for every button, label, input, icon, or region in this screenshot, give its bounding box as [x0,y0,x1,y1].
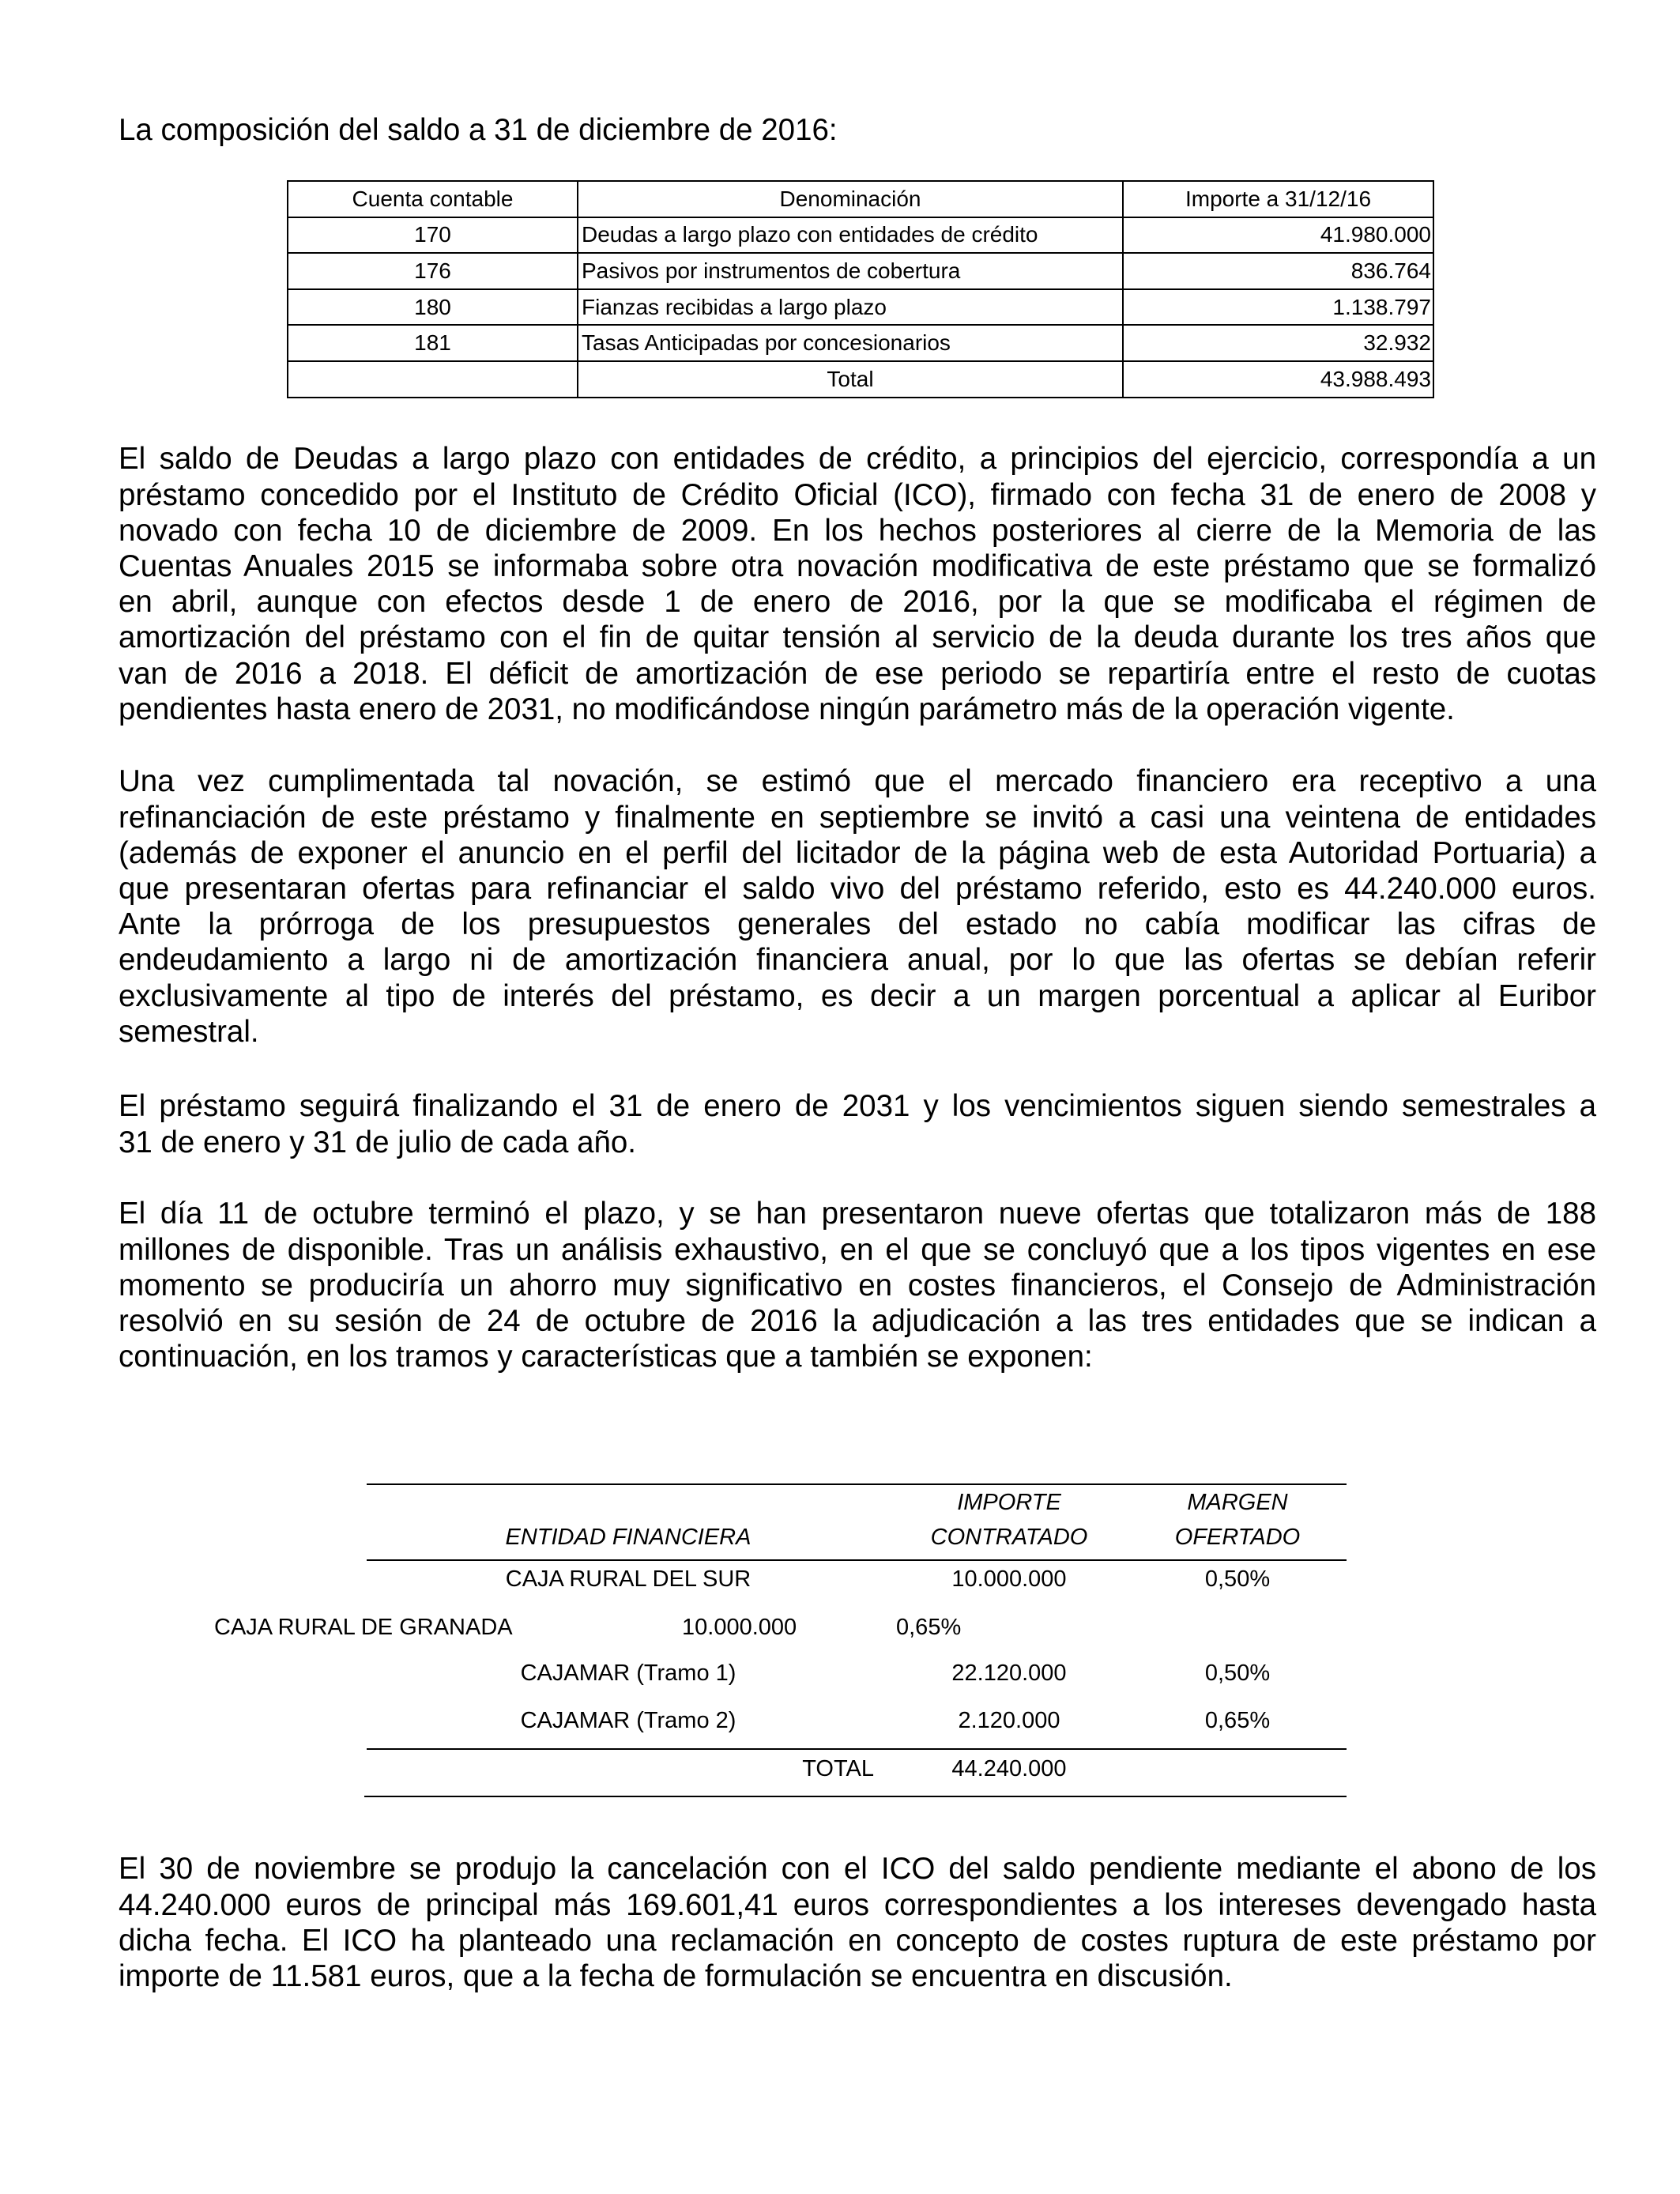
text-line: continuación, en los tramos y características que a también se exponen: [119,1340,1093,1374]
total-amount: 44.240.000 [951,1756,1067,1781]
text-line: resolvió en su sesión de 24 de octubre de 2016 la adjudicación a las tres entidades que se indican a [119,1303,1596,1338]
header-amount: Importe a 31/12/16 [1123,181,1433,217]
amount-cell: 32.932 [1123,325,1433,361]
entity-cell: CAJAMAR (Tramo 2) [520,1708,736,1733]
amount-cell: 41.980.000 [1123,217,1433,254]
text-line: momento se produciría un ahorro muy significativo en costes financieros, el Consejo de Administración [119,1268,1596,1302]
table-row [288,217,1433,254]
paragraph-1 [119,441,1596,727]
balance-table-total-row [288,361,1433,398]
text-line: que presentaran ofertas para refinanciar el saldo vivo del préstamo referido, esto es 44.240.000 euros. [119,871,1596,906]
text-line: El saldo de Deudas a largo plazo con entidades de crédito, a principios del ejercicio, correspondía a un [119,442,1596,477]
account-cell: 170 [288,217,578,254]
paragraph-3 [119,1088,1596,1159]
margin-cell: 0,65% [896,1615,962,1640]
margin-cell: 0,50% [1204,1661,1271,1686]
text-line: Ante la prórroga de los presupuestos generales del estado no cabía modificar las cifras de [119,907,1596,942]
intro-heading: La composición del saldo a 31 de diciembre de 2016: [119,113,838,147]
name-cell: Tasas Anticipadas por concesionarios [578,325,1123,361]
text-line: (además de exponer el anuncio en el perfil del licitador de la página web de esta Autoridad Portuaria) a [119,835,1596,870]
loan-table-rule-bottom [364,1796,1347,1797]
text-line: El día 11 de octubre terminó el plazo, y se han presentaron nueve ofertas que totalizaron más de 188 [119,1197,1596,1231]
header-margin-line-2: OFERTADO [1174,1525,1301,1550]
paragraph-2 [119,763,1596,1050]
text-line: van de 2016 a 2018. El déficit de amortización de ese periodo se repartiría entre el resto de cuotas [119,656,1596,691]
total-amount: 43.988.493 [1123,361,1433,398]
text-line: refinanciación de este préstamo y finalmente en septiembre se invitó a casi una veintena de entidades [119,800,1596,835]
account-cell: 180 [288,289,578,326]
header-account: Cuenta contable [288,181,578,217]
loan-table-rule-header [367,1559,1347,1561]
table-row [288,253,1433,289]
entity-cell: CAJA RURAL DE GRANADA [214,1615,513,1640]
name-cell: Deudas a largo plazo con entidades de crédito [578,217,1123,254]
text-line: endeudamiento a largo ni de amortización financiera anual, por lo que las ofertas se debían referir [119,943,1596,978]
table-row [288,325,1433,361]
total-label: TOTAL [802,1756,874,1781]
account-cell: 181 [288,325,578,361]
text-line: El 30 de noviembre se produjo la cancelación con el ICO del saldo pendiente mediante el abono de los [119,1852,1596,1887]
text-line: semestral. [119,1014,259,1049]
margin-cell: 0,65% [1204,1708,1271,1733]
text-line: en abril, aunque con efectos desde 1 de enero de 2016, por la que se modificaba el régimen de [119,585,1596,620]
paragraph-4 [119,1196,1596,1374]
text-line: pendientes hasta enero de 2031, no modificándose ningún parámetro más de la operación vigente. [119,692,1455,726]
header-entity: ENTIDAD FINANCIERA [505,1525,751,1550]
text-line: dicha fecha. El ICO ha planteado una reclamación en concepto de costes ruptura de este préstamo por [119,1923,1596,1958]
text-line: 44.240.000 euros de principal más 169.601,41 euros correspondientes a los intereses devengado hasta [119,1887,1596,1922]
name-cell: Pasivos por instrumentos de cobertura [578,253,1123,289]
text-line: 31 de enero y 31 de julio de cada año. [119,1125,637,1159]
entity-cell: CAJAMAR (Tramo 1) [520,1661,736,1686]
text-line: amortización del préstamo con el fin de quitar tensión al servicio de la deuda durante los tres años que [119,620,1596,655]
entity-cell: CAJA RURAL DEL SUR [505,1566,751,1592]
header-name: Denominación [578,181,1123,217]
amount-cell: 2.120.000 [958,1708,1060,1733]
amount-cell: 836.764 [1123,253,1433,289]
text-line: Una vez cumplimentada tal novación, se estimó que el mercado financiero era receptivo a una [119,764,1596,799]
text-line: novado con fecha 10 de diciembre de 2009. En los hechos posteriores al cierre de la Memoria de las [119,513,1596,548]
loan-table-rule-total [367,1748,1347,1750]
empty-cell [288,361,578,398]
total-label: Total [578,361,1123,398]
margin-cell: 0,50% [1204,1566,1271,1592]
name-cell: Fianzas recibidas a largo plazo [578,289,1123,326]
loan-table-rule-top [367,1483,1347,1485]
table-row [288,289,1433,326]
balance-table-header-row [288,181,1433,217]
text-line: préstamo concedido por el Instituto de Crédito Oficial (ICO), firmado con fecha 31 de enero de 2008 y [119,477,1596,512]
balance-table [287,180,1434,398]
text-line: El préstamo seguirá finalizando el 31 de enero de 2031 y los vencimientos siguen siendo semestrales a [119,1089,1596,1124]
text-line: millones de disponible. Tras un análisis exhaustivo, en el que se concluyó que a los tipos vigentes en ese [119,1232,1596,1267]
amount-cell: 22.120.000 [951,1661,1067,1686]
header-margin-line-1: MARGEN [1187,1490,1288,1515]
text-line: exclusivamente al tipo de interés del préstamo, es decir a un margen porcentual a aplicar al Euribor [119,978,1596,1013]
text-line: importe de 11.581 euros, que a la fecha de formulación se encuentra en discusión. [119,1958,1233,1993]
paragraph-5 [119,1851,1596,1994]
amount-cell: 1.138.797 [1123,289,1433,326]
text-line: Cuentas Anuales 2015 se informaba sobre otra novación modificativa de este préstamo que se formalizó [119,548,1596,583]
account-cell: 176 [288,253,578,289]
header-amount-line-2: CONTRATADO [930,1525,1088,1550]
amount-cell: 10.000.000 [951,1566,1067,1592]
header-amount-line-1: IMPORTE [957,1490,1061,1515]
amount-cell: 10.000.000 [682,1615,797,1640]
